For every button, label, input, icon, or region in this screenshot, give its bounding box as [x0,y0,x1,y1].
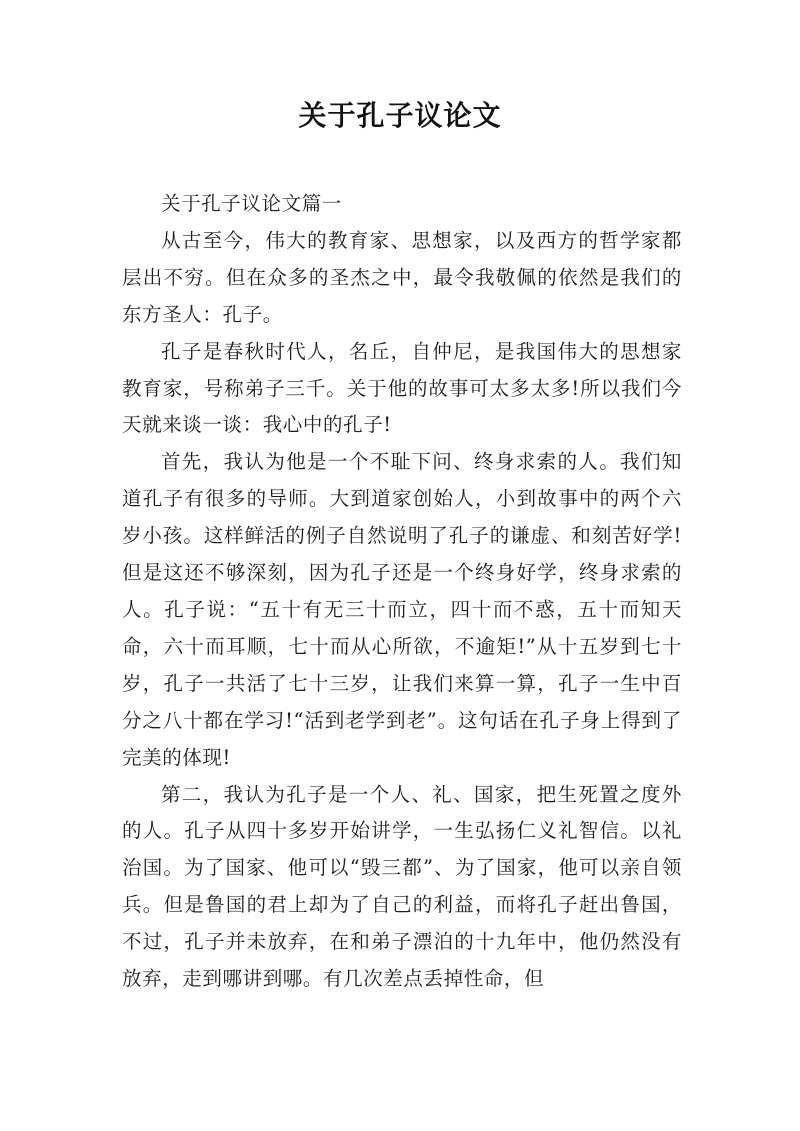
section-heading: 关于孔子议论文篇一 [161,192,342,215]
document-body [122,186,682,998]
paragraph-1: 从古至今，伟大的教育家、思想家，以及西方的哲学家都层出不穷。但在众多的圣杰之中，最令我敬佩的依然是我们的东方圣人：孔子。 [122,228,682,326]
paragraph-3: 首先，我认为他是一个不耻下问、终身求索的人。我们知道孔子有很多的导师。大到道家创始人，小到故事中的两个六岁小孩。这样鲜活的例子自然说明了孔子的谦虚、和刻苦好学!但是这还不够深刻，因为孔子还是一个终身好学，终身求索的人。孔子说：“五十有无三十而立，四十而不惑，五十而知天命，六十而耳顺，七十而从心所欲，不逾矩!”从十五岁到七十岁，孔子一共活了七十三岁，让我们来算一算，孔子一生中百分之八十都在学习!“活到老学到老”。这句话在孔子身上得到了完美的体现! [122,450,682,769]
paragraph-4: 第二，我认为孔子是一个人、礼、国家，把生死置之度外的人。孔子从四十多岁开始讲学，一生弘扬仁义礼智信。以礼治国。为了国家、他可以“毁三都”、为了国家，他可以亲自领兵。但是鲁国的君上却为了自己的利益，而将孔子赶出鲁国，不过，孔子并未放弃，在和弟子漂泊的十九年中，他仍然没有放弃，走到哪讲到哪。有几次差点丢掉性命，但 [122,782,682,991]
document-title: 关于孔子议论文 [298,99,502,132]
paragraph-2: 孔子是春秋时代人，名丘，自仲尼，是我国伟大的思想家教育家，号称弟子三千。关于他的故事可太多太多!所以我们今天就来谈一谈：我心中的孔子! [122,339,682,437]
